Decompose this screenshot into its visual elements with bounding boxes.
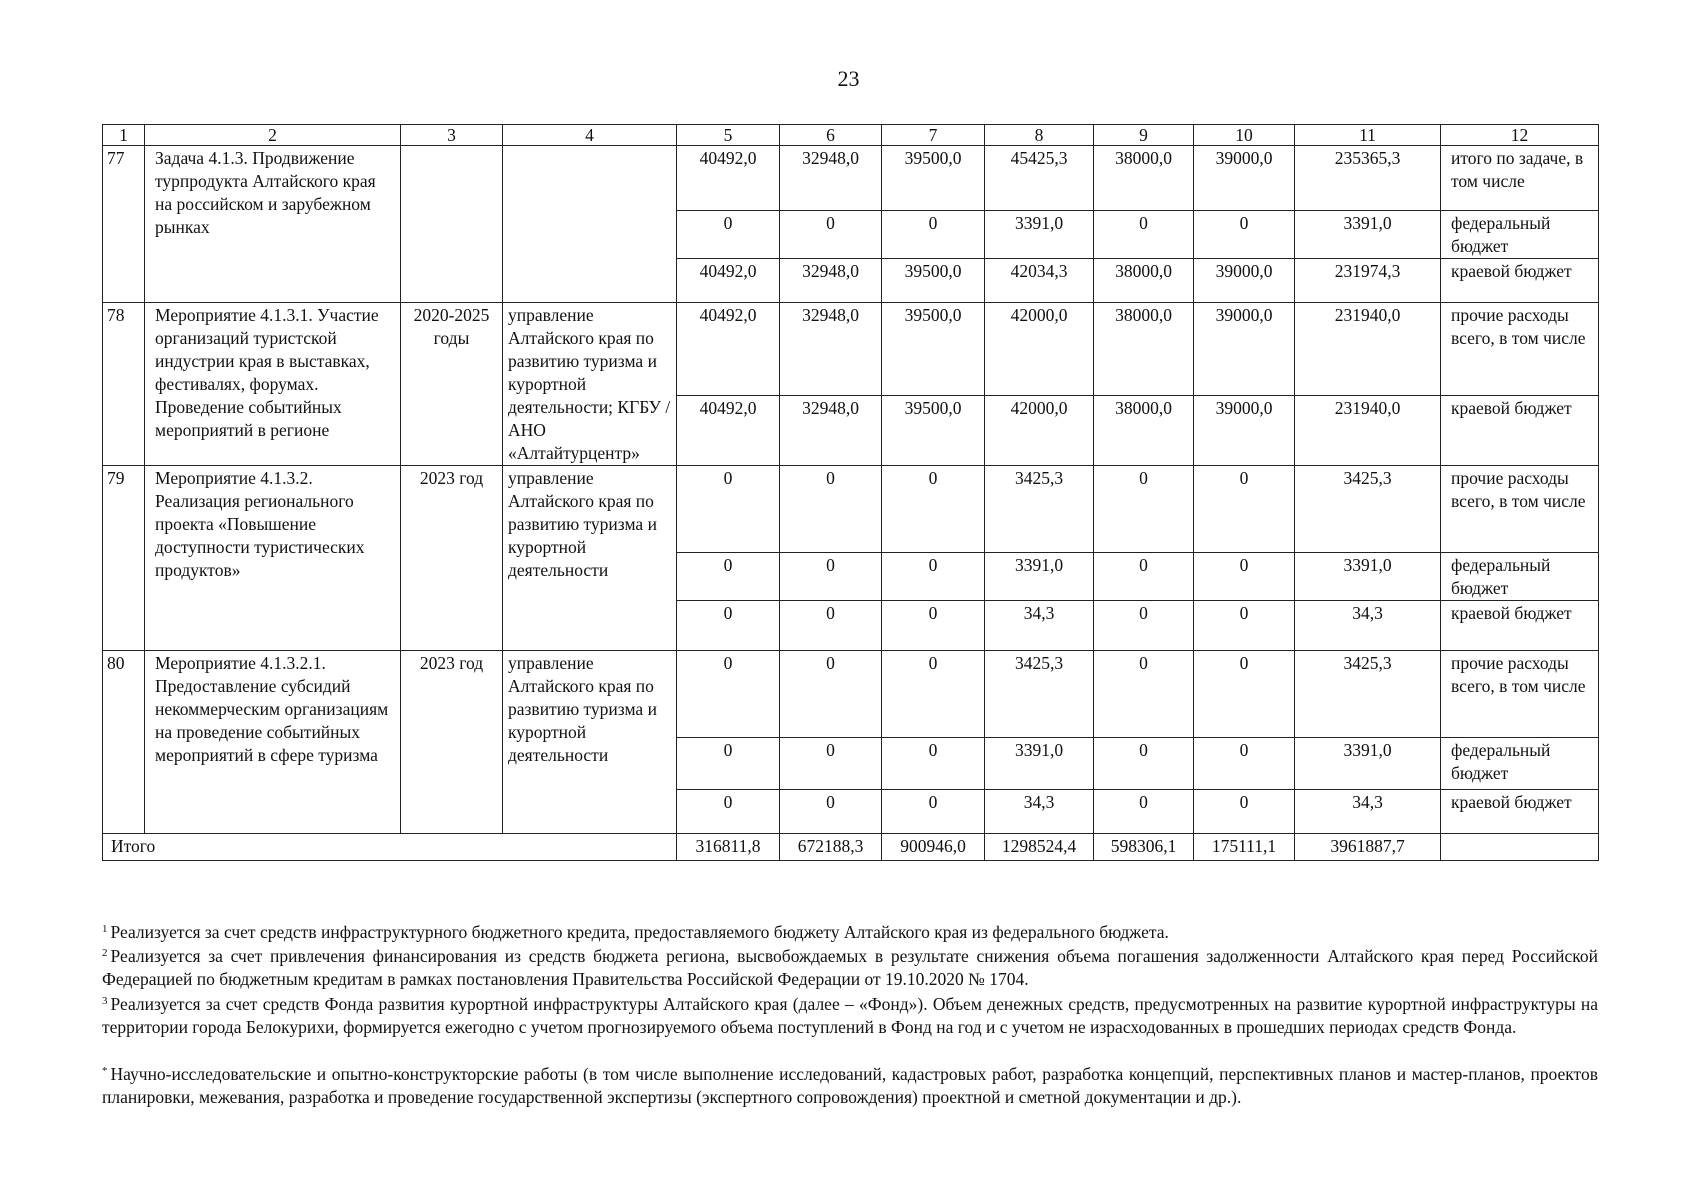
- amount-cell: 40492,0: [677, 396, 780, 466]
- item-description: Мероприятие 4.1.3.2.1. Предоставление субсидий некоммерческим организациям на проведение событийных мероприятий в сфере туризма: [145, 651, 401, 834]
- row-number: 77: [103, 146, 145, 303]
- amount-cell: 0: [1094, 211, 1194, 259]
- table-row: [103, 651, 1599, 738]
- funding-source: федеральный бюджет: [1441, 553, 1599, 601]
- amount-cell: 34,3: [985, 601, 1094, 651]
- amount-cell: 0: [1094, 738, 1194, 790]
- column-header: 2: [145, 125, 401, 146]
- row-number: 79: [103, 466, 145, 651]
- amount-cell: 0: [1094, 553, 1194, 601]
- amount-cell: 0: [1194, 553, 1295, 601]
- amount-cell: 39000,0: [1194, 303, 1295, 396]
- amount-cell: 3391,0: [1295, 211, 1441, 259]
- amount-cell: 0: [882, 211, 985, 259]
- amount-cell: 34,3: [1295, 790, 1441, 834]
- total-amount-cell: 672188,3: [780, 834, 882, 861]
- column-header: 11: [1295, 125, 1441, 146]
- amount-cell: 0: [780, 466, 882, 553]
- funding-source: прочие расходы всего, в том числе: [1441, 303, 1599, 396]
- amount-cell: 3425,3: [1295, 466, 1441, 553]
- item-description: Мероприятие 4.1.3.1. Участие организаций туристской индустрии края в выставках, фестивалях, форумах. Проведение событийных мероприятий в регионе: [145, 303, 401, 466]
- table-row: [103, 146, 1599, 211]
- column-header: 8: [985, 125, 1094, 146]
- amount-cell: 0: [677, 738, 780, 790]
- amount-cell: 0: [1094, 651, 1194, 738]
- amount-cell: 40492,0: [677, 259, 780, 303]
- amount-cell: 42034,3: [985, 259, 1094, 303]
- amount-cell: 38000,0: [1094, 396, 1194, 466]
- amount-cell: 231940,0: [1295, 396, 1441, 466]
- budget-table: [102, 124, 1599, 861]
- amount-cell: 0: [780, 738, 882, 790]
- amount-cell: 3391,0: [1295, 553, 1441, 601]
- funding-source: краевой бюджет: [1441, 396, 1599, 466]
- amount-cell: 0: [1094, 601, 1194, 651]
- amount-cell: 39500,0: [882, 396, 985, 466]
- amount-cell: 34,3: [985, 790, 1094, 834]
- header-row: [103, 125, 1599, 146]
- column-header: 5: [677, 125, 780, 146]
- footnote: [102, 918, 1598, 944]
- amount-cell: 45425,3: [985, 146, 1094, 211]
- amount-cell: 235365,3: [1295, 146, 1441, 211]
- amount-cell: 32948,0: [780, 303, 882, 396]
- item-description: Задача 4.1.3. Продвижение турпродукта Алтайского края на российском и зарубежном рынках: [145, 146, 401, 303]
- footnote: [102, 942, 1598, 991]
- executor: [503, 146, 677, 303]
- funding-source: краевой бюджет: [1441, 601, 1599, 651]
- row-number: 80: [103, 651, 145, 834]
- table-row: [103, 466, 1599, 553]
- footnote: [102, 1060, 1598, 1109]
- amount-cell: 0: [882, 738, 985, 790]
- column-header: 3: [401, 125, 503, 146]
- total-label: Итого: [103, 834, 677, 861]
- column-header: 1: [103, 125, 145, 146]
- column-header: 6: [780, 125, 882, 146]
- amount-cell: 39500,0: [882, 303, 985, 396]
- row-number: 78: [103, 303, 145, 466]
- amount-cell: 0: [1094, 790, 1194, 834]
- funding-source: федеральный бюджет: [1441, 738, 1599, 790]
- amount-cell: 0: [1194, 466, 1295, 553]
- amount-cell: 3391,0: [1295, 738, 1441, 790]
- amount-cell: 0: [780, 790, 882, 834]
- total-amount-cell: 598306,1: [1094, 834, 1194, 861]
- implementation-period: 2020-2025 годы: [401, 303, 503, 466]
- amount-cell: 0: [780, 651, 882, 738]
- amount-cell: 0: [882, 601, 985, 651]
- footnote-mark: 2: [102, 947, 108, 959]
- footnote-text: Реализуется за счет привлечения финансирования из средств бюджета региона, высвобождаемых в результате снижения объема погашения задолженности Алтайского края перед Российской Федерацией по бюджетным кредитам в рамках постановления Правительства Российской Федерации от 19.10.2020 № 1704.: [102, 946, 1598, 989]
- amount-cell: 39000,0: [1194, 146, 1295, 211]
- item-description: Мероприятие 4.1.3.2. Реализация регионального проекта «Повышение доступности туристических продуктов»: [145, 466, 401, 651]
- footnote-text: Реализуется за счет средств инфраструктурного бюджетного кредита, предоставляемого бюджету Алтайского края из федерального бюджета.: [110, 922, 1169, 942]
- footnote-text: Реализуется за счет средств Фонда развития курортной инфраструктуры Алтайского края (далее – «Фонд»). Объем денежных средств, предусмотренных на развитие курортной инфраструктуры на территории города Белокурихи, формируется ежегодно с учетом прогнозируемого объема поступлений в Фонд на год и с учетом не израсходованных в прошедших периодах средств Фонда.: [102, 994, 1598, 1037]
- amount-cell: 34,3: [1295, 601, 1441, 651]
- amount-cell: 0: [1194, 211, 1295, 259]
- amount-cell: 0: [780, 601, 882, 651]
- amount-cell: 0: [1094, 466, 1194, 553]
- amount-cell: 0: [677, 651, 780, 738]
- total-source: [1441, 834, 1599, 861]
- footnote-text: Научно-исследовательские и опытно-конструкторские работы (в том числе выполнение исследований, кадастровых работ, разработка концепций, перспективных планов и мастер-планов, проектов планировки, межевания, разработка и проведение государственной экспертизы (экспертного сопровождения) проектной и сметной документации и др.).: [102, 1064, 1598, 1107]
- amount-cell: 3425,3: [1295, 651, 1441, 738]
- funding-source: краевой бюджет: [1441, 790, 1599, 834]
- table-row: [103, 303, 1599, 396]
- amount-cell: 0: [1194, 738, 1295, 790]
- funding-source: федеральный бюджет: [1441, 211, 1599, 259]
- amount-cell: 0: [1194, 790, 1295, 834]
- amount-cell: 0: [1194, 601, 1295, 651]
- amount-cell: 0: [882, 651, 985, 738]
- implementation-period: [401, 146, 503, 303]
- footnote-mark: 1: [102, 923, 108, 935]
- amount-cell: 42000,0: [985, 396, 1094, 466]
- amount-cell: 0: [882, 790, 985, 834]
- page-number: 23: [837, 66, 860, 91]
- amount-cell: 3425,3: [985, 466, 1094, 553]
- amount-cell: 3391,0: [985, 553, 1094, 601]
- total-amount-cell: 900946,0: [882, 834, 985, 861]
- amount-cell: 0: [677, 553, 780, 601]
- implementation-period: 2023 год: [401, 466, 503, 651]
- amount-cell: 0: [677, 211, 780, 259]
- amount-cell: 39500,0: [882, 259, 985, 303]
- executor: управление Алтайского края по развитию туризма и курортной деятельности: [503, 651, 677, 834]
- amount-cell: 32948,0: [780, 146, 882, 211]
- amount-cell: 0: [1194, 651, 1295, 738]
- amount-cell: 0: [780, 553, 882, 601]
- amount-cell: 42000,0: [985, 303, 1094, 396]
- table-body: [103, 125, 1599, 861]
- column-header: 7: [882, 125, 985, 146]
- funding-source: краевой бюджет: [1441, 259, 1599, 303]
- funding-source: итого по задаче, в том числе: [1441, 146, 1599, 211]
- total-amount-cell: 175111,1: [1194, 834, 1295, 861]
- amount-cell: 39500,0: [882, 146, 985, 211]
- column-header: 9: [1094, 125, 1194, 146]
- amount-cell: 3391,0: [985, 738, 1094, 790]
- amount-cell: 40492,0: [677, 146, 780, 211]
- amount-cell: 0: [677, 601, 780, 651]
- column-header: 4: [503, 125, 677, 146]
- amount-cell: 38000,0: [1094, 259, 1194, 303]
- amount-cell: 3425,3: [985, 651, 1094, 738]
- executor: управление Алтайского края по развитию туризма и курортной деятельности; КГБУ / АНО «Алтайтурцентр»: [503, 303, 677, 466]
- column-header: 10: [1194, 125, 1295, 146]
- total-row: [103, 834, 1599, 861]
- amount-cell: 3391,0: [985, 211, 1094, 259]
- executor: управление Алтайского края по развитию туризма и курортной деятельности: [503, 466, 677, 651]
- total-amount-cell: 1298524,4: [985, 834, 1094, 861]
- amount-cell: 32948,0: [780, 396, 882, 466]
- footnote-mark: *: [102, 1065, 108, 1077]
- funding-source: прочие расходы всего, в том числе: [1441, 466, 1599, 553]
- amount-cell: 39000,0: [1194, 259, 1295, 303]
- amount-cell: 38000,0: [1094, 146, 1194, 211]
- amount-cell: 0: [780, 211, 882, 259]
- footnote-mark: 3: [102, 995, 108, 1007]
- amount-cell: 38000,0: [1094, 303, 1194, 396]
- amount-cell: 231974,3: [1295, 259, 1441, 303]
- amount-cell: 0: [882, 553, 985, 601]
- amount-cell: 231940,0: [1295, 303, 1441, 396]
- column-header: 12: [1441, 125, 1599, 146]
- total-amount-cell: 3961887,7: [1295, 834, 1441, 861]
- amount-cell: 39000,0: [1194, 396, 1295, 466]
- implementation-period: 2023 год: [401, 651, 503, 834]
- funding-source: прочие расходы всего, в том числе: [1441, 651, 1599, 738]
- amount-cell: 0: [677, 466, 780, 553]
- amount-cell: 0: [882, 466, 985, 553]
- amount-cell: 40492,0: [677, 303, 780, 396]
- footnote: [102, 990, 1598, 1039]
- amount-cell: 32948,0: [780, 259, 882, 303]
- amount-cell: 0: [677, 790, 780, 834]
- total-amount-cell: 316811,8: [677, 834, 780, 861]
